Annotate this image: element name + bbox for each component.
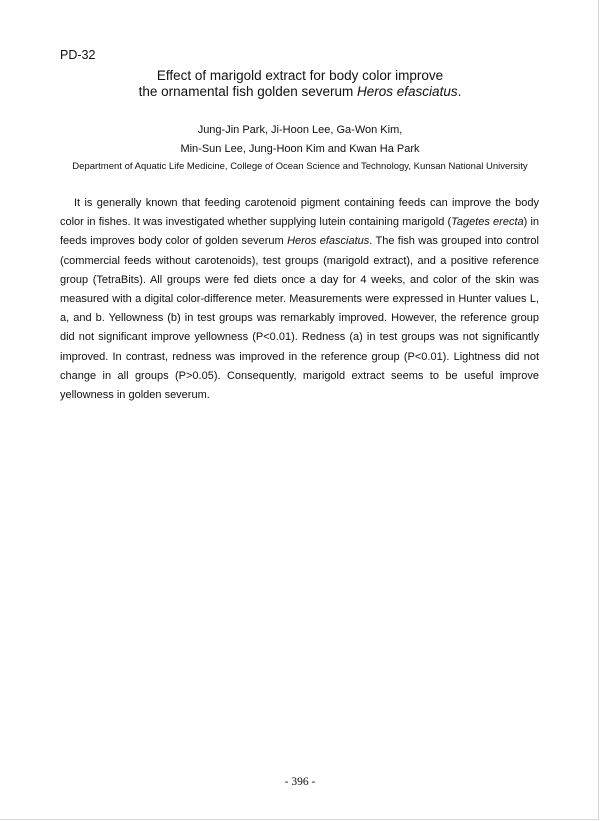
title-line-2-text: the ornamental fish golden severum: [138, 84, 358, 99]
author-line-1: Jung-Jin Park, Ji-Hoon Lee, Ga-Won Kim,: [197, 124, 403, 136]
author-list: [40, 121, 560, 159]
title-species-name: Heros efasciatus: [357, 84, 458, 99]
abstract-italic-2: Heros efasciatus: [287, 235, 370, 248]
affiliation: Department of Aquatic Life Medicine, College of Ocean Science and Technology, Kunsan National University: [72, 161, 528, 172]
page-id-label: PD-32: [60, 48, 96, 62]
title-line-2-end: .: [457, 84, 462, 99]
author-line-2: Min-Sun Lee, Jung-Hoon Kim and Kwan Ha Park: [180, 143, 420, 155]
abstract-text-1: It is generally known that feeding carotenoid pigment containing feeds can improve the body color in fishes. It was investigated whether supplying lutein containing marigold (: [60, 197, 539, 229]
title-line-2: [40, 84, 560, 100]
abstract-italic-1: Tagetes erecta: [451, 216, 524, 229]
title-line-1: Effect of marigold extract for body color improve: [156, 68, 444, 83]
abstract-paragraph: [60, 194, 539, 405]
abstract-text-2: ) in feeds improves body color of golden severum: [60, 216, 540, 248]
paper-title: [40, 68, 560, 100]
abstract-text-3: . The fish was grouped into control (commercial feeds without carotenoids), test groups (marigold extract), and a positive reference group (TetraBits). All groups were fed diets once a day for 4 weeks, and color of the skin was measured with a digital color-difference meter. Measurements were expressed in Hunter values L, a, and b. Yellowness (b) in test groups was remarkably improved. However, the reference group did not significant improve yellowness (P<0.01). Redness (a) in test groups was not significantly improved. In contrast, redness was improved in the reference group (P<0.01). Lightness did not change in all groups (P>0.05). Consequently, marigold extract seems to be useful improve yellowness in golden severum.: [60, 235, 539, 402]
page-number: - 396 -: [284, 776, 316, 788]
